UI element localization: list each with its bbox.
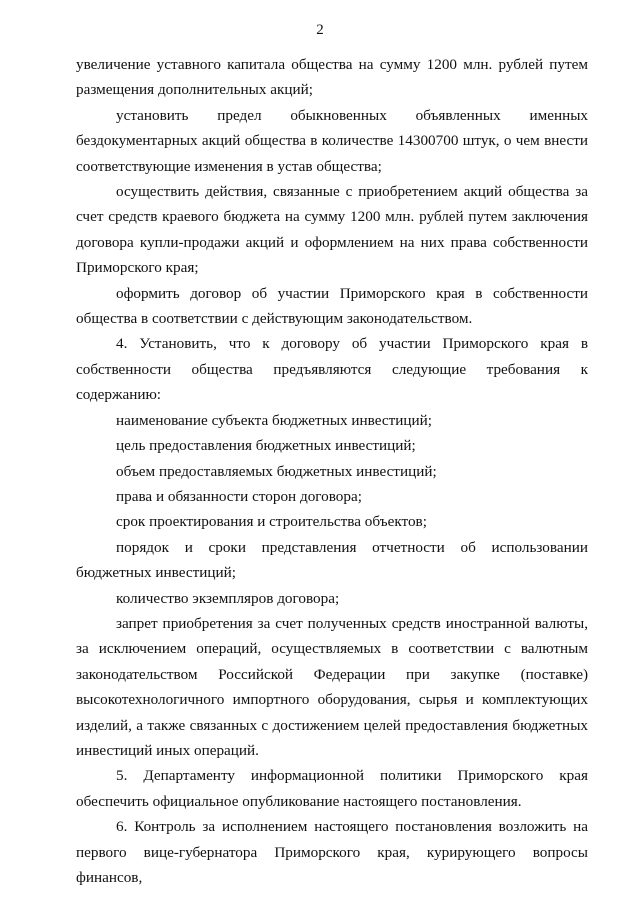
paragraph-participation-contract: оформить договор об участии Приморского края в собственности общества в соответствии с действующим законодательством. — [76, 284, 588, 328]
list-item-volume: объем предоставляемых бюджетных инвестиций; — [116, 462, 437, 480]
list-item-rights: права и обязанности сторон договора; — [116, 487, 362, 505]
list-item-copies: количество экземпляров договора; — [116, 589, 340, 607]
paragraph-acquisition: осуществить действия, связанные с приобретением акций общества за счет средств краевого бюджета на сумму 1200 млн. рублей путем заключения договора купли-продажи акций и оформлением на них права собственности Приморского края; — [76, 183, 588, 277]
list-item-terms: срок проектирования и строительства объектов; — [116, 513, 427, 531]
list-item-currency-ban: запрет приобретения за счет полученных средств иностранной валюты, за исключением операций, осуществляемых в соответствии с валютным законодательством Российской Федерации при закупке (поставке) высокотехнологичного импортного оборудования, сырья и комплектующих изделий, а также связанных с достижением целей предоставления бюджетных инвестиций иных операций. — [76, 614, 588, 759]
list-item-purpose: цель предоставления бюджетных инвестиций; — [116, 437, 416, 455]
paragraph-item-4: 4. Установить, что к договору об участии Приморского края в собственности общества предъявляются следующие требования к содержанию: — [76, 335, 588, 404]
list-item-reporting: порядок и сроки представления отчетности об использовании бюджетных инвестиций; — [76, 538, 588, 582]
paragraph-item-5: 5. Департаменту информационной политики Приморского края обеспечить официальное опубликование настоящего постановления. — [76, 767, 588, 810]
paragraph-capital-increase: увеличение уставного капитала общества на сумму 1200 млн. рублей путем размещения дополнительных акций; — [76, 56, 588, 99]
paragraph-share-limit: установить предел обыкновенных объявленных именных бездокументарных акций общества в количестве 14300700 штук, о чем внести соответствующие изменения в устав общества; — [76, 106, 588, 175]
paragraph-item-6: 6. Контроль за исполнением настоящего постановления возложить на первого вице-губернатора Приморского края, курирующего вопросы финансов, — [76, 818, 588, 886]
document-body — [76, 52, 588, 890]
list-item-subject-name: наименование субъекта бюджетных инвестиций; — [116, 411, 432, 429]
page-number: 2 — [316, 22, 324, 38]
